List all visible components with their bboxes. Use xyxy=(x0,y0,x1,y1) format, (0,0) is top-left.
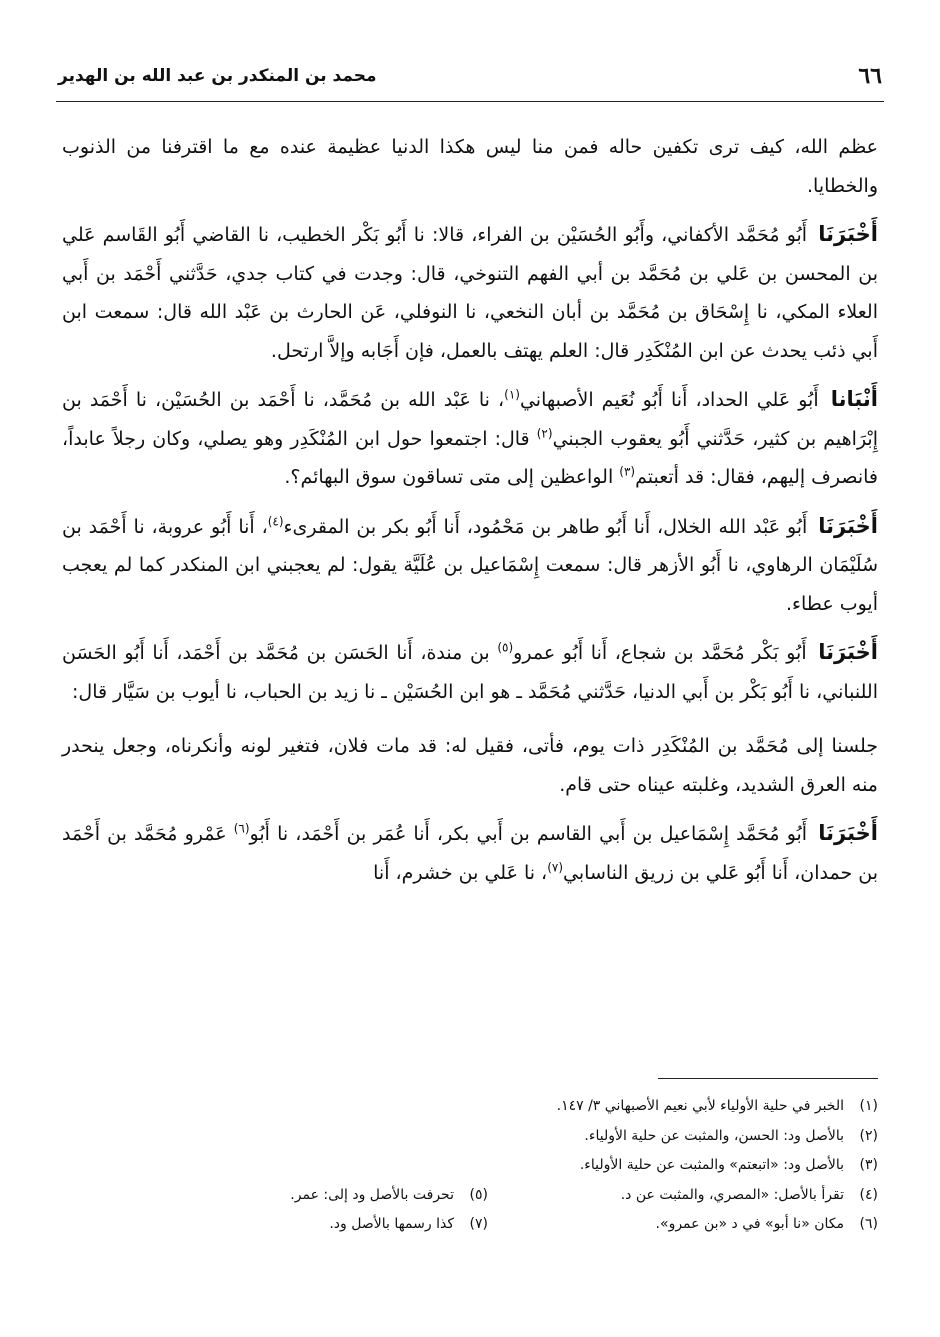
footnotes xyxy=(62,1092,878,1240)
paragraph-3: أَنْبَانا أَبُو عَلي الحداد، أَنا أَبُو نُعَيم الأصبهاني$^{(١)}$، نا عَبْد الله بن مُحَمَّد، نا أَحْمَد بن الحُسَيْن، نا أَحْمَد بن إِبْرَاهيم بن كثير، حَدَّثني أَبُو يعقوب الجبني$^{(٢)}$ قال: اجتمعوا حول ابن المُنْكَدِر وهو يصلي، وكان رجلاً عابداً، فانصرف إليهم، فقال: قد أتعبتم$^{(٣)}$ الواعظين إلى متى تساقون سوق البهائم؟. xyxy=(62,387,878,488)
isnad-lead: أَنْبَانا xyxy=(830,387,878,411)
footnote-ref[interactable]: (٣) xyxy=(619,464,636,479)
isnad-lead: أَخْبَرَنَا xyxy=(818,640,878,664)
footnote-ref[interactable]: (١) xyxy=(504,387,520,402)
footnote-row xyxy=(62,1181,878,1211)
isnad-lead: أَخْبَرَنَا xyxy=(818,222,878,246)
footnote-ref[interactable]: (٥) xyxy=(497,640,514,655)
isnad-lead: أَخْبَرَنَا xyxy=(818,821,878,845)
paragraph-2: أَخْبَرَنَا أَبُو مُحَمَّد الأكفاني، وأَبُو الحُسَيْن بن الفراء، قالا: نا أَبُو بَكْر الخطيب، نا القاضي أَبُو القَاسم عَلي بن المحسن بن عَلي بن مُحَمَّد بن أبي الفهم التنوخي، قال: وجدت في كتاب جدي، حَدَّثني أَحْمَد بن أَبي العلاء المكي، نا إِسْحَاق بن مُحَمَّد بن أبان النخعي، نا النوفلي، عَن الحارث بن عَبْد الله قال: سمعت ابن أَبي ذئب يحدث عن ابن المُنْكَدِر قال: العلم يهتف بالعمل، فإن أَجَابه وإلاَّ ارتحل. xyxy=(62,222,878,362)
footnote-ref[interactable]: (٤) xyxy=(267,514,284,529)
footnote-4: (٤) تقرأ بالأصل: «المصري، والمثبت عن د. xyxy=(620,1186,878,1203)
page-number: ٦٦ xyxy=(858,63,882,89)
footnote-row xyxy=(62,1210,878,1240)
paragraph-4: أَخْبَرَنَا أَبُو عَبْد الله الخلال، أَنا أَبُو طاهر بن مَحْمُود، أَنا أَبُو بكر بن المقرىء$^{(٤)}$، أَنا أَبُو عروبة، نا أَحْمَد بن سُلَيْمَان الرهاوي، نا أَبُو الأزهر قال: سمعت إِسْمَاعيل بن عُلَيَّة يقول: لم يعجبني ابن المنكدر كما لم يعجب أيوب عطاء. xyxy=(62,513,878,615)
footnote-6: (٦) مكان «نا أبو» في د «بن عمرو». xyxy=(655,1216,878,1232)
isnad-lead: أَخْبَرَنَا xyxy=(818,513,878,538)
footnote-7: (٧) كذا رسمها بالأصل ود. xyxy=(329,1216,488,1232)
paragraph-7: أَخْبَرَنَا أَبُو مُحَمَّد إِسْمَاعيل بن أَبي القاسم بن أَبي بكر، أَنا عُمَر بن أَحْمَد، نا أَبُو$^{(٦)}$ عَمْرو مُحَمَّد بن أَحْمَد بن حمدان، أَنا أَبُو عَلي بن زريق الناسابي$^{(٧)}$، نا عَلي بن خشرم، أَنا xyxy=(62,821,878,884)
paragraph-5: أَخْبَرَنَا أَبُو بَكْر مُحَمَّد بن شجاع، أَنا أَبُو عمرو$^{(٥)}$ بن مندة، أَنا الحَسَن بن مُحَمَّد بن أَحْمَد، أَنا أَبُو الحَسَن اللنباني، نا أَبُو بَكْر بن أَبي الدنيا، حَدَّثني مُحَمَّد ـ هو ابن الحُسَيْن ـ نا زيد بن الحباب، نا أيوب بن سَيَّار قال: xyxy=(62,640,878,703)
paragraph-1: عظم الله، كيف ترى تكفين حاله فمن منا ليس هكذا الدنيا عظيمة عنده مع ما اقترفنا من الذنوب والخطايا. xyxy=(62,136,878,197)
footnote-rule xyxy=(658,1078,878,1079)
footnote-2: (٢) بالأصل ود: الحسن، والمثبت عن حلية الأولياء. xyxy=(584,1127,878,1144)
footnote-1: (١) الخبر في حلية الأولياء لأبي نعيم الأصبهاني ٣/ ١٤٧. xyxy=(556,1098,878,1114)
header-rule xyxy=(56,101,884,102)
running-title: محمد بن المنكدر بن عبد الله بن الهدير xyxy=(58,66,377,86)
footnote-ref[interactable]: (٦) xyxy=(233,821,250,836)
footnote-5: (٥) تحرفت بالأصل ود إلى: عمر. xyxy=(290,1186,488,1203)
main-text xyxy=(62,128,878,902)
footnote-ref[interactable]: (٧) xyxy=(547,860,564,875)
page-header xyxy=(58,56,882,96)
footnote-ref[interactable]: (٢) xyxy=(536,426,553,441)
paragraph-6: جلسنا إلى مُحَمَّد بن المُنْكَدِر ذات يوم، فأتى، فقيل له: قد مات فلان، فتغير لونه وأنكرناه، وجعل ينحدر منه العرق الشديد، وغلبته عيناه حتى قام. xyxy=(62,735,878,796)
footnote-3: (٣) بالأصل ود: «اتبعتم» والمثبت عن حلية الأولياء. xyxy=(579,1157,878,1173)
